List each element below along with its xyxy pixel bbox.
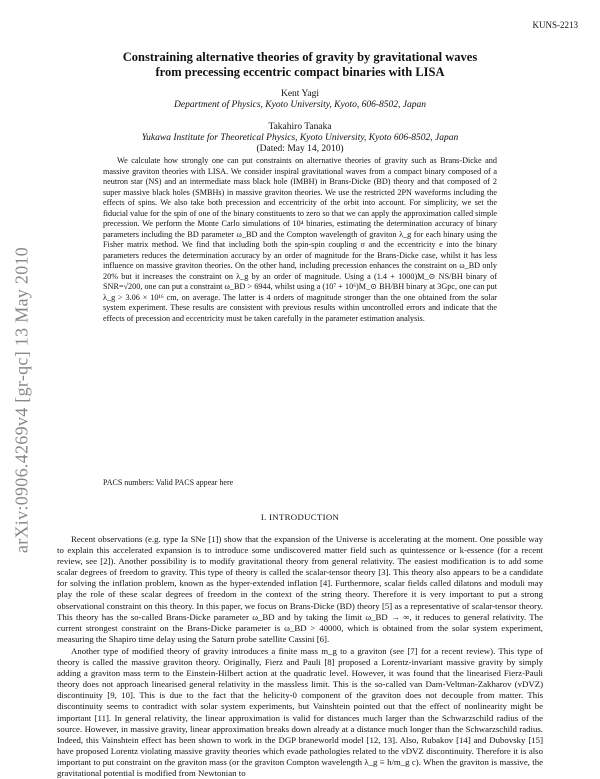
abstract: We calculate how strongly one can put constraints on alternative theories of gravity such as Brans-Dicke and massive graviton theories with LISA. We consider inspiral gravitational waves from a compact binary composed of a neutron star (NS) and an intermediate mass black hole (IMBH) in Brans-Dicke (BD) theory and that composed of 2 super massive black holes (SMBHs) in massive graviton theories. We use the restricted 2PN waveforms including the effects of spins. We also take both precession and eccentricity of the orbit into account. For simplicity, we set the fiducial value for the spin of one of the binary constituents to zero so that we can apply the approximation called simple precession. We perform the Monte Carlo simulations of 10⁴ binaries, estimating the determination accuracy of binary parameters including the BD parameter ω_BD and the Compton wavelength of graviton λ_g for each binary using the Fisher matrix method. We find that including both the spin-spin coupling σ and the eccentricity e into the binary parameters reduces the determination accuracy by an order of magnitude for the Brans-Dicke case, whilst it has less influence on massive graviton theories. On the other hand, including precession enhances the constraint on ω_BD only 20% but it increases the constraint on λ_g by an order of magnitude. Using a (1.4 + 1000)M_⊙ NS/BH binary of SNR=√200, one can put a constraint ω_BD > 6944, whilst using a (10⁷ + 10⁶)M_⊙ BH/BH binary at 3Gpc, one can put λ_g > 3.06 × 10¹⁶ cm, on average. The latter is 4 orders of magnitude stronger than the one obtained from the solar system experiment. These results are consistent with previous results within uncontrolled errors and indicate that the effects of precession and eccentricity must be taken carefully in the parameter estimation analysis. (103, 156, 497, 323)
author-affiliation: Yukawa Institute for Theoretical Physics, Kyoto University, Kyoto 606-8502, Japan (141, 133, 459, 143)
intro-paragraph-1: Recent observations (e.g. type Ia SNe [1]) show that the expansion of the Universe is accelerating at the moment. One possible way to explain this accelerated expansion is to introduce some undiscovered matter field such as quintessence or k-essence (for a recent review, see [2]). Another possibility is to modify gravitational theory from general relativity. The easiest modification is to add some scalar degrees of freedom to gravity. This type of theory is called the scalar-tensor theory [3]. This theory also appears to be a candidate for solving the inflation problem, known as the hyper-extended inflation [4]. Furthermore, scalar fields called dilatons and moduli may play the role of these scalar degrees of freedom in the context of the string theory. Therefore it is very important to put a strong observational constraint on this theory. In this paper, we focus on Brans-Dicke (BD) theory [5] as a representative of scalar-tensor theory. This theory has the so-called Brans-Dicke parameter ω_BD and by taking the limit ω_BD → ∞, it reduces to general relativity. The current strongest constraint on the Brans-Dicke parameter is ω_BD > 40000, which is obtained from the solar system experiment, measuring the Shapiro time delay using the Saturn probe satellite Cassini [6]. (57, 534, 543, 644)
author-block-1 (60, 89, 540, 111)
author-name: Takahiro Tanaka (268, 122, 332, 132)
section-heading: I. INTRODUCTION (260, 512, 340, 522)
title-line-2: from precessing eccentric compact binaries with LISA (155, 65, 445, 79)
title-line-1: Constraining alternative theories of gravity by gravitational waves (122, 50, 478, 64)
author-name: Kent Yagi (280, 89, 319, 99)
date-line: (Dated: May 14, 2010) (256, 144, 344, 154)
arxiv-identifier-stamp (4, 190, 40, 610)
paper-title (60, 50, 540, 80)
intro-paragraph-2: Another type of modified theory of gravity introduces a finite mass m_g to a graviton (see [7] for a recent review). This type of theory is called the massive graviton theory. Originally, Fierz and Pauli [8] proposed a Lorentz-invariant massive gravity by simply adding a graviton mass term to the Einstein-Hilbert action at the quadratic level. However, it was found that the linearised Fierz-Pauli theory does not approach linearised general relativity in the massless limit. This is the so-called van Dam-Veltman-Zakharov (vDVZ) discontinuity [9, 10]. This is due to the fact that the helicity-0 component of the graviton does not decouple from matter. This discontinuity seems to contradict with solar system experiments, but Vainshtein pointed out that the effect of nonlinearity might be important [11]. In general relativity, the linear approximation is valid for distances much larger than the Schwarzschild radius of the source. However, in massive gravity, linear approximation breaks down already at a distance much longer than the Schwarzschild radius. Indeed, this Vainshtein effect has been shown to work in the DGP braneworld model [12, 13]. Also, Rubakov [14] and Dubovsky [15] have proposed Lorentz violating massive gravity theories which evade pathologies related to the vDVZ discontinuity. Therefore it is also important to put constraint on the graviton mass (or the graviton Compton wavelength λ_g ≡ h/m_g c). When the graviton is massive, the gravitational potential is modified from Newtonian to (57, 646, 543, 779)
pacs-numbers: PACS numbers: Valid PACS appear here (103, 478, 234, 487)
arxiv-identifier-text: arXiv:0906.4269v4 [gr-qc] 13 May 2010 (11, 246, 32, 554)
author-block-2 (60, 122, 540, 155)
author-affiliation: Department of Physics, Kyoto University, Kyoto, 606-8502, Japan (174, 100, 426, 110)
report-number: KUNS-2213 (532, 20, 578, 30)
